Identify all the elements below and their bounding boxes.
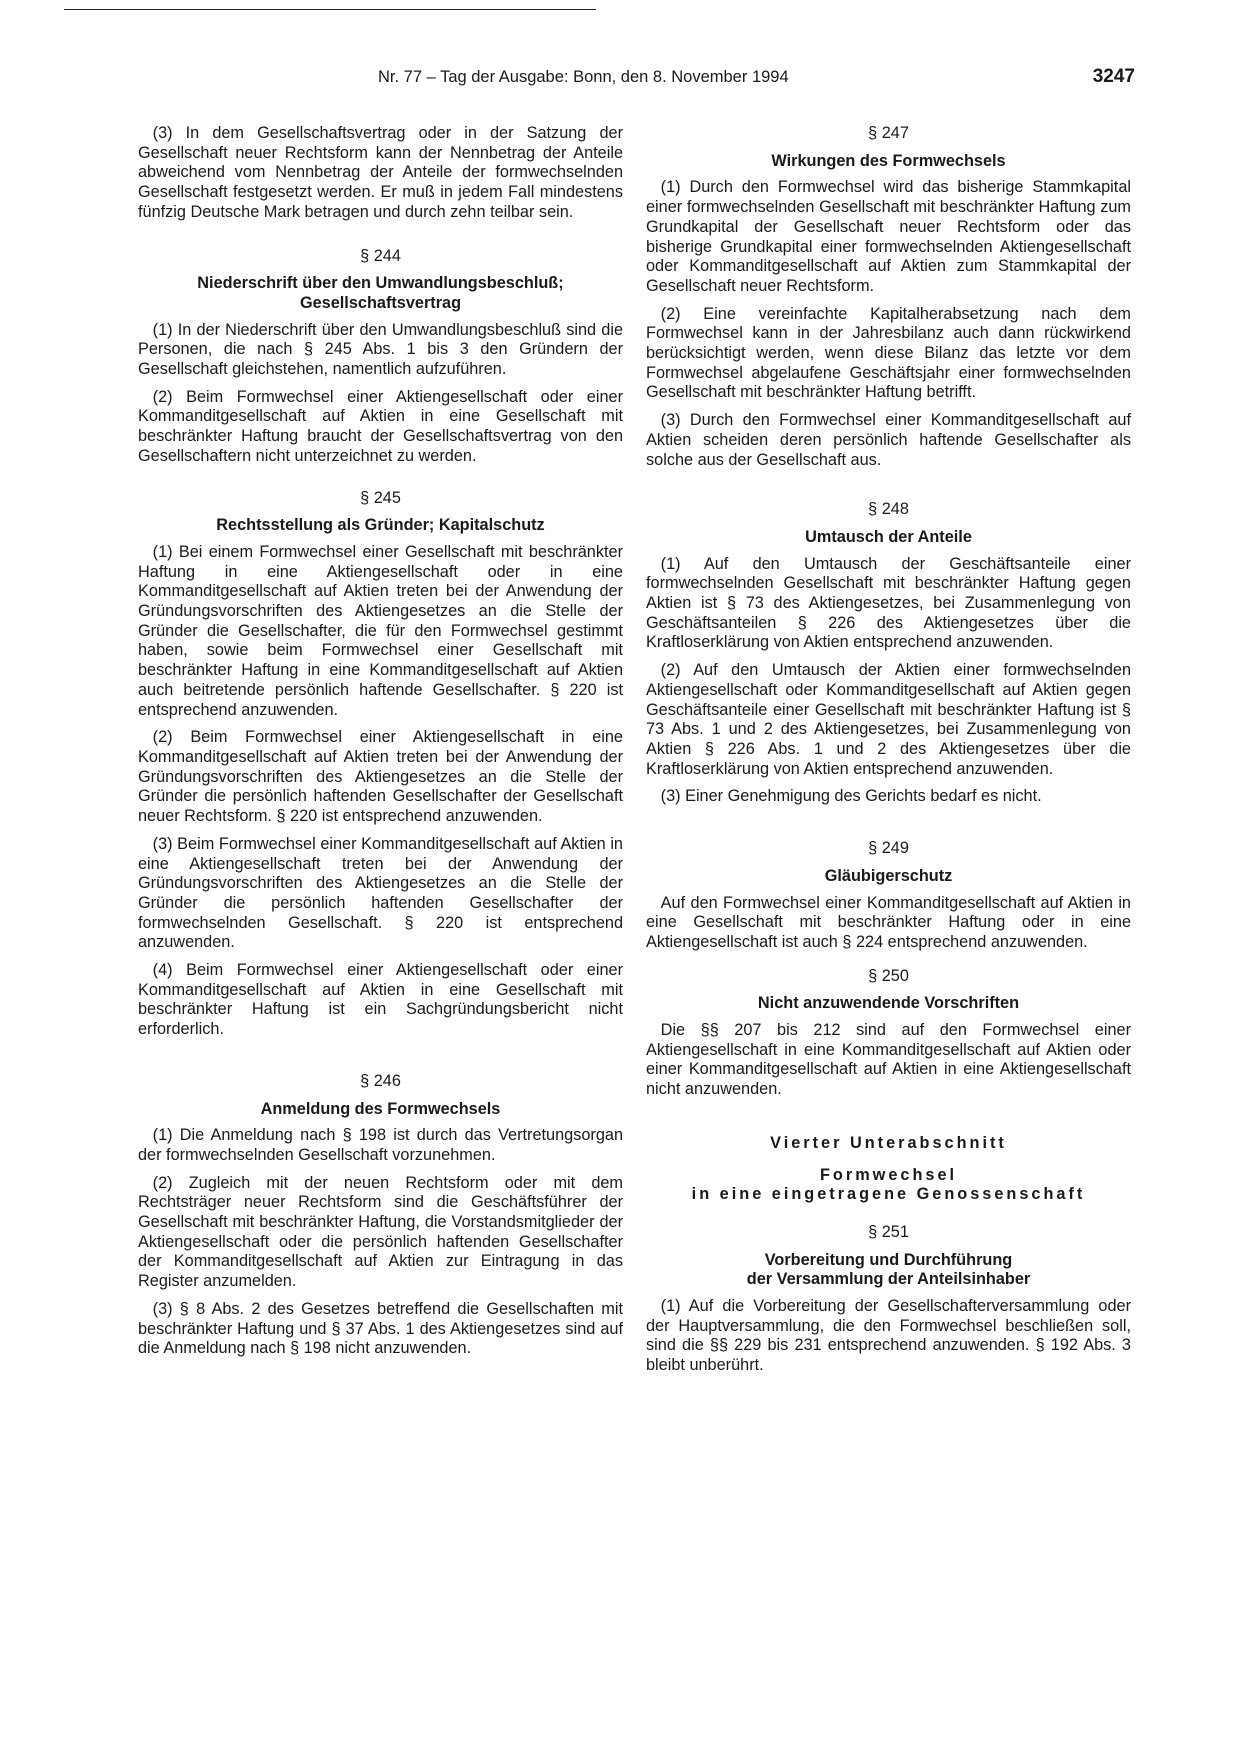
section-244-paragraph-1: (1) In der Niederschrift über den Umwandlungsbeschluß sind die Personen, die nach § 245 Abs. 1 bis 3 den Gründern der Gesellschaft gleichstehen, namentlich aufzuführen. bbox=[138, 320, 623, 379]
section-247-paragraph-3: (3) Durch den Formwechsel einer Kommanditgesellschaft auf Aktien scheiden deren persönlich haftende Gesellschafter als solche aus der Gesellschaft aus. bbox=[646, 411, 1131, 469]
section-244-title-line1: Niederschrift über den Umwandlungsbeschluß; bbox=[197, 274, 564, 293]
section-243-paragraph-3: (3) In dem Gesellschaftsvertrag oder in der Satzung der Gesellschaft neuer Rechtsform kann der Nennbetrag der Anteile abweichend vom Nennbetrag der Anteile der formwechselnden Gesellschaft festgesetzt werden. Er muß in jedem Fall mindestens fünfzig Deutsche Mark betragen und durch zehn teilbar sein. bbox=[138, 124, 623, 221]
section-246-paragraph-3: (3) § 8 Abs. 2 des Gesetzes betreffend die Gesellschaften mit beschränkter Haftung und § 37 Abs. 1 des Aktiengesetzes sind auf die Anmeldung nach § 198 nicht anzuwenden. bbox=[138, 1299, 623, 1358]
section-244-title-line2: Gesellschaftsvertrag bbox=[299, 293, 462, 312]
section-249-paragraph-1: Auf den Formwechsel einer Kommanditgesellschaft auf Aktien in eine Gesellschaft mit beschränkter Haftung oder in eine Aktiengesellschaft ist auch § 224 entsprechend anzuwenden. bbox=[646, 893, 1131, 951]
section-247-paragraph-2: (2) Eine vereinfachte Kapitalherabsetzung nach dem Formwechsel kann in der Jahresbilanz auch dann rückwirkend berücksichtigt werden, wenn diese Bilanz das letzte vor dem Formwechsel abgelaufene Geschäftsjahr einer formwechselnden Gesellschaft mit beschränkter Haftung betrifft. bbox=[646, 304, 1131, 402]
section-247-number: § 247 bbox=[868, 124, 909, 142]
section-247-paragraph-1: (1) Durch den Formwechsel wird das bisherige Stammkapital einer formwechselnden Gesellschaft mit beschränkter Haftung zum Grundkapital der Gesellschaft neuer Rechtsform oder das bisherige Grundkapital einer formwechselnden Aktiengesellschaft oder Kommanditgesellschaft auf Aktien zum Stammkapital der Gesellschaft neuer Rechtsform. bbox=[646, 178, 1131, 295]
section-248-paragraph-2: (2) Auf den Umtausch der Aktien einer formwechselnden Aktiengesellschaft oder Kommanditgesellschaft auf Aktien gegen Geschäftsanteile einer Gesellschaft mit beschränkter Haftung ist § 73 Abs. 1 und 2 des Aktiengesetzes, bei Zusammenlegung von Aktien § 226 Abs. 1 und 2 des Aktiengesetzes über die Kraftloserklärung von Aktien entsprechend anzuwenden. bbox=[646, 661, 1131, 778]
section-244-paragraph-2: (2) Beim Formwechsel einer Aktiengesellschaft oder einer Kommanditgesellschaft auf Aktien in eine Gesellschaft mit beschränkter Haftung braucht der Gesellschaftsvertrag von den Gesellschaftern nicht unterzeichnet zu werden. bbox=[138, 387, 623, 465]
subdivision-heading: Vierter Unterabschnitt bbox=[770, 1133, 1007, 1152]
section-246-title: Anmeldung des Formwechsels bbox=[260, 1099, 501, 1118]
top-rule bbox=[64, 9, 596, 10]
section-251-title-line2: der Versammlung der Anteilsinhaber bbox=[746, 1270, 1031, 1289]
section-250-paragraph-1: Die §§ 207 bis 212 sind auf den Formwechsel einer Aktiengesellschaft in eine Kommanditgesellschaft auf Aktien oder einer Kommanditgesellschaft auf Aktien in eine Aktiengesellschaft nicht anzuwenden. bbox=[646, 1021, 1131, 1099]
right-column bbox=[646, 124, 1131, 1384]
section-245-paragraph-4: (4) Beim Formwechsel einer Aktiengesellschaft oder einer Kommanditgesellschaft auf Aktien in eine Gesellschaft mit beschränkter Haftung ist ein Sachgründungsbericht nicht erforderlich. bbox=[138, 961, 623, 1039]
section-246-paragraph-2: (2) Zugleich mit der neuen Rechtsform oder mit dem Rechtsträger neuer Rechtsform sind die Geschäftsführer der Gesellschaft mit beschränkter Haftung, die Vorstandsmitglieder der Aktiengesellschaft oder die persönlich haftenden Gesellschafter der Kommanditgesellschaft auf Aktien zur Eintragung in das Register anzumelden. bbox=[138, 1173, 623, 1291]
section-251-number: § 251 bbox=[868, 1222, 909, 1241]
section-248-paragraph-3: (3) Einer Genehmigung des Gerichts bedarf es nicht. bbox=[660, 787, 1042, 806]
section-247-title: Wirkungen des Formwechsels bbox=[771, 151, 1006, 170]
section-246-number: § 246 bbox=[360, 1071, 401, 1090]
section-245-title: Rechtsstellung als Gründer; Kapitalschutz bbox=[216, 516, 545, 535]
section-248-title: Umtausch der Anteile bbox=[805, 527, 972, 546]
section-251-title-line1: Vorbereitung und Durchführung bbox=[764, 1250, 1013, 1269]
page-header bbox=[0, 68, 1237, 92]
section-248-number: § 248 bbox=[868, 500, 909, 519]
subdivision-title-line2: in eine eingetragene Genossenschaft bbox=[691, 1185, 1086, 1204]
section-249-number: § 249 bbox=[868, 839, 909, 858]
page-number: 3247 bbox=[1092, 66, 1135, 87]
section-248-paragraph-1: (1) Auf den Umtausch der Geschäftsanteile einer formwechselnden Gesellschaft mit beschränkter Haftung gegen Aktien ist § 73 des Aktiengesetzes, bei Zusammenlegung von Geschäftsanteilen § 226 des Aktiengesetzes über die Kraftloserklärung von Aktien entsprechend anzuwenden. bbox=[646, 554, 1131, 652]
section-246-paragraph-1: (1) Die Anmeldung nach § 198 ist durch das Vertretungsorgan der formwechselnden Gesellschaft vorzunehmen. bbox=[138, 1126, 623, 1164]
section-245-paragraph-2: (2) Beim Formwechsel einer Aktiengesellschaft in eine Kommanditgesellschaft auf Aktien treten bei der Anwendung der Gründungsvorschriften des Aktiengesetzes an die Stelle der Gründer die persönlich haftenden Gesellschafter der Gesellschaft neuer Rechtsform. § 220 ist entsprechend anzuwenden. bbox=[138, 728, 623, 826]
subdivision-title-line1: Formwechsel bbox=[819, 1165, 958, 1184]
section-245-paragraph-3: (3) Beim Formwechsel einer Kommanditgesellschaft auf Aktien in eine Aktiengesellschaft treten bei der Anwendung der Gründungsvorschriften des Aktiengesetzes an die Stelle der Gründer die persönlich haftenden Gesellschafter der formwechselnden Gesellschaft. § 220 ist entsprechend anzuwenden. bbox=[138, 834, 623, 952]
section-250-number: § 250 bbox=[868, 966, 909, 985]
section-249-title: Gläubigerschutz bbox=[824, 866, 953, 885]
section-251-paragraph-1: (1) Auf die Vorbereitung der Gesellschafterversammlung oder der Hauptversammlung, die den Formwechsel beschließen soll, sind die §§ 229 bis 231 entsprechend anzuwenden. § 192 Abs. 3 bleibt unberührt. bbox=[646, 1297, 1131, 1375]
issue-line: Nr. 77 – Tag der Ausgabe: Bonn, den 8. November 1994 bbox=[378, 68, 789, 86]
section-245-paragraph-1: (1) Bei einem Formwechsel einer Gesellschaft mit beschränkter Haftung in eine Aktiengesellschaft oder in eine Kommanditgesellschaft auf Aktien treten bei der Anwendung der Gründungsvorschriften des Aktiengesetzes an die Stelle der Gründer die Gesellschafter, die für den Formwechsel gestimmt haben, sowie beim Formwechsel einer Gesellschaft mit beschränkter Haftung in eine Kommanditgesellschaft auf Aktien auch beitretende persönlich haftende Gesellschafter. § 220 ist entsprechend anzuwenden. bbox=[138, 542, 623, 719]
section-245-number: § 245 bbox=[360, 488, 401, 507]
section-250-title: Nicht anzuwendende Vorschriften bbox=[757, 994, 1020, 1013]
left-column bbox=[138, 124, 623, 1367]
section-244-number: § 244 bbox=[360, 246, 401, 265]
